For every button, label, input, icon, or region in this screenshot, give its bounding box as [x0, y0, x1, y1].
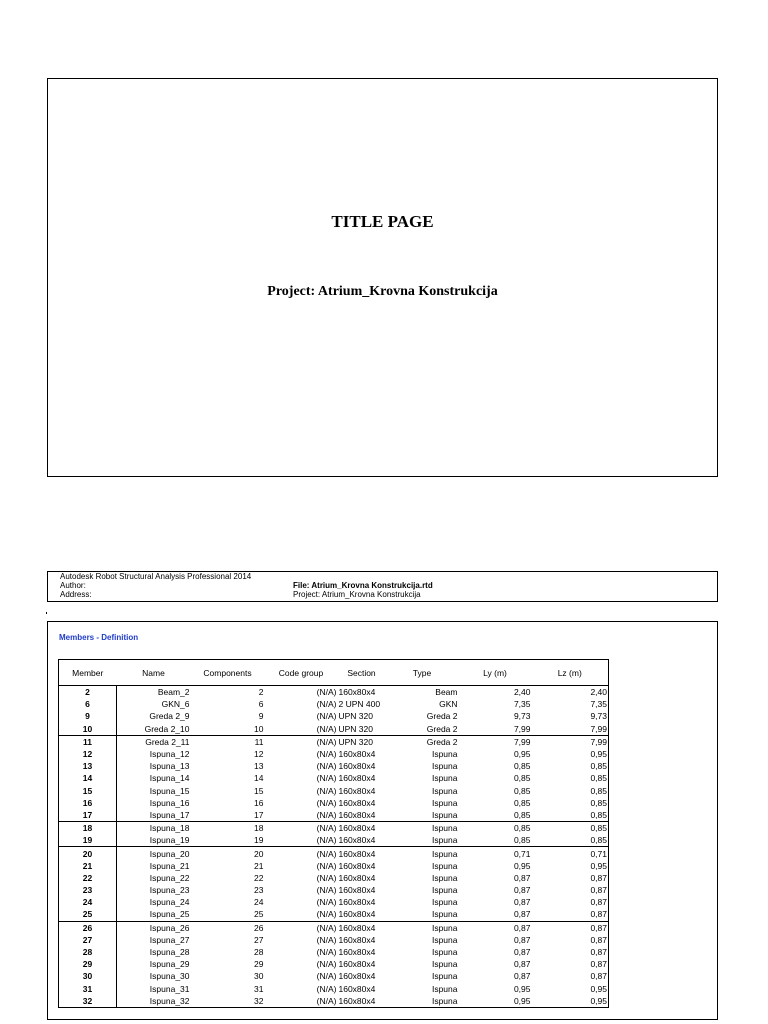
report-header — [47, 571, 718, 602]
section-title: Members - Definition — [59, 633, 139, 642]
cell-member: 18 — [59, 822, 117, 835]
cell-components: 25 — [254, 909, 264, 920]
cell-name: Ispuna_27 — [149, 934, 190, 945]
cell-type: Ispuna — [431, 934, 458, 945]
cell-lz: 0,71 — [532, 847, 609, 860]
cell-name: Ispuna_30 — [149, 971, 190, 982]
cell-member: 22 — [59, 872, 117, 884]
table-row — [59, 735, 609, 748]
cell-member: 30 — [59, 970, 117, 982]
cell-ly: 0,87 — [513, 885, 531, 896]
cell-ly: 0,87 — [513, 909, 531, 920]
cell-components: 29 — [254, 959, 264, 970]
cell-section: 160x80x4 — [338, 934, 376, 945]
cell-member: 28 — [59, 946, 117, 958]
cell-section: 160x80x4 — [338, 909, 376, 920]
cell-code-group: (N/A) — [316, 934, 337, 945]
software-name: Autodesk Robot Structural Analysis Professional 2014 — [60, 572, 252, 581]
cell-ly: 0,95 — [513, 749, 531, 760]
col-header-type: Type — [386, 660, 459, 686]
table-row — [59, 847, 609, 860]
cell-section: 160x80x4 — [338, 921, 386, 934]
cell-type: Greda 2 — [386, 735, 459, 748]
cell-section: 160x80x4 — [338, 809, 376, 820]
cell-components: 19 — [254, 835, 264, 846]
cell-name: Ispuna_23 — [149, 885, 190, 896]
cell-ly: 0,87 — [513, 897, 531, 908]
cell-section: UPN 320 — [338, 711, 373, 722]
cell-type: GKN — [439, 699, 458, 710]
cell-lz: 7,99 — [590, 723, 607, 734]
table-row — [59, 686, 609, 699]
cell-section: 160x80x4 — [338, 773, 376, 784]
cell-components: 16 — [254, 797, 264, 808]
header-project: Project: Atrium_Krovna Konstrukcija — [293, 590, 421, 599]
cell-code-group: (N/A) — [316, 885, 337, 896]
table-row — [59, 710, 609, 722]
cell-name: Ispuna_15 — [149, 785, 190, 796]
table-row — [59, 884, 609, 896]
cell-lz: 0,85 — [590, 785, 607, 796]
cell-lz: 0,95 — [590, 995, 607, 1006]
cell-name: Ispuna_20 — [117, 847, 191, 860]
cell-components: 11 — [191, 735, 265, 748]
cell-name: Ispuna_13 — [149, 761, 190, 772]
cell-lz: 0,87 — [590, 885, 607, 896]
cell-section: 160x80x4 — [338, 785, 376, 796]
cell-code-group: (N/A) — [316, 749, 337, 760]
cell-section: 160x80x4 — [338, 860, 376, 871]
cell-components: 10 — [254, 723, 264, 734]
cell-lz: 2,40 — [590, 687, 607, 698]
cell-section: 2 UPN 400 — [338, 699, 381, 710]
table-row — [59, 983, 609, 995]
cell-section: 160x80x4 — [338, 749, 376, 760]
cell-member: 21 — [59, 860, 117, 872]
page-mark — [46, 612, 47, 614]
cell-code-group: (N/A) — [316, 959, 337, 970]
cell-lz: 0,85 — [532, 822, 609, 835]
cell-ly: 0,87 — [513, 872, 531, 883]
cell-member: 24 — [59, 896, 117, 908]
table-row — [59, 896, 609, 908]
cell-ly: 0,85 — [513, 785, 531, 796]
cell-components: 14 — [254, 773, 264, 784]
title-page-frame — [47, 78, 718, 477]
cell-ly: 0,85 — [459, 822, 532, 835]
cell-lz: 0,87 — [532, 921, 609, 934]
cell-components: 26 — [191, 921, 265, 934]
cell-code-group: (N/A) — [316, 995, 337, 1006]
cell-section: 160x80x4 — [338, 687, 376, 698]
cell-lz: 0,87 — [590, 947, 607, 958]
cell-name: Ispuna_19 — [149, 835, 190, 846]
cell-type: Ispuna — [431, 835, 458, 846]
cell-name: Greda 2_10 — [144, 723, 190, 734]
cell-ly: 0,85 — [513, 773, 531, 784]
cell-member: 17 — [59, 809, 117, 822]
col-header-lz: Lz (m) — [532, 660, 609, 686]
cell-type: Greda 2 — [426, 711, 458, 722]
cell-code-group: (N/A) — [316, 860, 337, 871]
col-header-ly: Ly (m) — [459, 660, 532, 686]
cell-lz: 0,85 — [590, 835, 607, 846]
col-header-member: Member — [59, 660, 117, 686]
cell-section: 160x80x4 — [338, 797, 376, 808]
cell-section: 160x80x4 — [338, 959, 376, 970]
cell-section: 160x80x4 — [338, 947, 376, 958]
cell-member: 32 — [59, 995, 117, 1008]
cell-type: Ispuna — [431, 971, 458, 982]
cell-lz: 0,85 — [590, 809, 607, 820]
cell-section: 160x80x4 — [338, 822, 386, 835]
table-row — [59, 908, 609, 921]
cell-ly: 0,95 — [513, 860, 531, 871]
cell-type: Beam — [435, 687, 458, 698]
cell-lz: 0,95 — [590, 983, 607, 994]
cell-name: Greda 2_9 — [149, 711, 190, 722]
cell-member: 23 — [59, 884, 117, 896]
cell-code-group: (N/A) — [316, 699, 337, 710]
cell-code-group: (N/A) — [316, 947, 337, 958]
cell-member: 26 — [59, 921, 117, 934]
cell-type: Ispuna — [431, 809, 458, 820]
cell-name: Ispuna_22 — [149, 872, 190, 883]
cell-components: 2 — [258, 687, 264, 698]
cell-code-group: (N/A) — [265, 822, 338, 835]
cell-components: 9 — [258, 711, 264, 722]
cell-name: Greda 2_11 — [117, 735, 191, 748]
table-row — [59, 809, 609, 822]
cell-components: 18 — [191, 822, 265, 835]
cell-components: 13 — [254, 761, 264, 772]
cell-type: Ispuna — [386, 822, 459, 835]
cell-member: 14 — [59, 772, 117, 784]
cell-section: 160x80x4 — [338, 872, 376, 883]
table-row — [59, 698, 609, 710]
cell-ly: 0,85 — [513, 809, 531, 820]
cell-member: 11 — [59, 735, 117, 748]
cell-name: GKN_6 — [161, 699, 190, 710]
cell-components: 23 — [254, 885, 264, 896]
table-row — [59, 772, 609, 784]
cell-member: 29 — [59, 958, 117, 970]
cell-section: 160x80x4 — [338, 971, 376, 982]
cell-code-group: (N/A) — [316, 835, 337, 846]
cell-member: 15 — [59, 785, 117, 797]
cell-lz: 0,85 — [590, 797, 607, 808]
cell-name: Ispuna_25 — [149, 909, 190, 920]
cell-code-group: (N/A) — [316, 909, 337, 920]
table-row — [59, 934, 609, 946]
cell-type: Ispuna — [431, 897, 458, 908]
cell-type: Ispuna — [431, 909, 458, 920]
cell-type: Ispuna — [431, 785, 458, 796]
table-row — [59, 921, 609, 934]
cell-components: 31 — [254, 983, 264, 994]
cell-member: 13 — [59, 760, 117, 772]
cell-ly: 0,95 — [513, 995, 531, 1006]
cell-code-group: (N/A) — [316, 872, 337, 883]
cell-name: Ispuna_14 — [149, 773, 190, 784]
cell-section: UPN 320 — [338, 735, 386, 748]
cell-code-group: (N/A) — [316, 797, 337, 808]
cell-member: 25 — [59, 908, 117, 921]
title-page-heading: TITLE PAGE — [331, 212, 434, 231]
cell-ly: 0,85 — [513, 835, 531, 846]
col-header-code-group: Code group — [265, 660, 338, 686]
cell-type: Ispuna — [431, 947, 458, 958]
cell-ly: 0,87 — [513, 947, 531, 958]
cell-components: 17 — [254, 809, 264, 820]
cell-section: UPN 320 — [338, 723, 373, 734]
cell-components: 30 — [254, 971, 264, 982]
col-header-components: Components — [191, 660, 265, 686]
cell-ly: 0,87 — [513, 971, 531, 982]
cell-section: 160x80x4 — [338, 885, 376, 896]
cell-components: 22 — [254, 872, 264, 883]
cell-name: Ispuna_32 — [149, 995, 190, 1006]
cell-name: Ispuna_16 — [149, 797, 190, 808]
table-row — [59, 995, 609, 1008]
cell-code-group: (N/A) — [316, 983, 337, 994]
cell-type: Ispuna — [431, 872, 458, 883]
table-row — [59, 970, 609, 982]
cell-type: Ispuna — [386, 847, 459, 860]
cell-type: Greda 2 — [426, 723, 458, 734]
cell-code-group: (N/A) — [316, 687, 337, 698]
cell-lz: 7,35 — [590, 699, 607, 710]
cell-lz: 0,85 — [590, 761, 607, 772]
cell-components: 15 — [254, 785, 264, 796]
table-row — [59, 946, 609, 958]
table-row — [59, 785, 609, 797]
cell-type: Ispuna — [431, 860, 458, 871]
cell-type: Ispuna — [431, 983, 458, 994]
cell-lz: 0,95 — [590, 860, 607, 871]
cell-code-group: (N/A) — [316, 761, 337, 772]
cell-ly: 9,73 — [513, 711, 531, 722]
cell-lz: 0,95 — [590, 749, 607, 760]
cell-code-group: (N/A) — [265, 847, 338, 860]
cell-components: 21 — [254, 860, 264, 871]
cell-member: 20 — [59, 847, 117, 860]
cell-lz: 0,87 — [590, 909, 607, 920]
table-header-row — [59, 660, 609, 686]
cell-code-group: (N/A) — [265, 735, 338, 748]
cell-type: Ispuna — [431, 885, 458, 896]
author-label: Author: — [60, 581, 86, 590]
cell-section: 160x80x4 — [338, 835, 376, 846]
table-row — [59, 872, 609, 884]
cell-code-group: (N/A) — [316, 809, 337, 820]
table-row — [59, 834, 609, 847]
cell-member: 6 — [59, 698, 117, 710]
address-label: Address: — [60, 590, 92, 599]
cell-ly: 0,85 — [513, 761, 531, 772]
cell-components: 6 — [258, 699, 264, 710]
cell-member: 19 — [59, 834, 117, 847]
cell-type: Ispuna — [431, 959, 458, 970]
cell-code-group: (N/A) — [316, 785, 337, 796]
cell-ly: 0,85 — [513, 797, 531, 808]
cell-ly: 7,99 — [459, 735, 532, 748]
cell-components: 32 — [254, 995, 264, 1006]
cell-lz: 0,85 — [590, 773, 607, 784]
cell-components: 28 — [254, 947, 264, 958]
title-page-project: Project: Atrium_Krovna Konstrukcija — [267, 284, 498, 299]
cell-components: 24 — [254, 897, 264, 908]
cell-member: 2 — [59, 686, 117, 699]
cell-lz: 7,99 — [532, 735, 609, 748]
cell-ly: 0,95 — [513, 983, 531, 994]
cell-section: 160x80x4 — [338, 847, 386, 860]
cell-name: Ispuna_21 — [149, 860, 190, 871]
cell-member: 16 — [59, 797, 117, 809]
cell-type: Ispuna — [431, 797, 458, 808]
cell-name: Ispuna_17 — [149, 809, 190, 820]
cell-components: 27 — [254, 934, 264, 945]
cell-lz: 0,87 — [590, 872, 607, 883]
cell-name: Ispuna_26 — [117, 921, 191, 934]
cell-section: 160x80x4 — [338, 897, 376, 908]
cell-section: 160x80x4 — [338, 983, 376, 994]
cell-name: Ispuna_28 — [149, 947, 190, 958]
cell-components: 12 — [254, 749, 264, 760]
cell-code-group: (N/A) — [316, 773, 337, 784]
cell-ly: 0,71 — [459, 847, 532, 860]
cell-ly: 0,87 — [459, 921, 532, 934]
cell-member: 10 — [59, 723, 117, 736]
cell-name: Ispuna_31 — [149, 983, 190, 994]
table-row — [59, 797, 609, 809]
cell-member: 31 — [59, 983, 117, 995]
cell-code-group: (N/A) — [316, 897, 337, 908]
cell-lz: 0,87 — [590, 959, 607, 970]
cell-type: Ispuna — [431, 749, 458, 760]
cell-type: Ispuna — [431, 995, 458, 1006]
cell-name: Ispuna_12 — [149, 749, 190, 760]
cell-lz: 0,87 — [590, 971, 607, 982]
table-row — [59, 860, 609, 872]
cell-name: Ispuna_24 — [149, 897, 190, 908]
cell-ly: 2,40 — [513, 687, 531, 698]
cell-name: Beam_2 — [157, 687, 190, 698]
cell-section: 160x80x4 — [338, 761, 376, 772]
table-row — [59, 760, 609, 772]
members-table — [58, 659, 609, 1008]
cell-lz: 0,87 — [590, 934, 607, 945]
cell-code-group: (N/A) — [316, 971, 337, 982]
cell-lz: 0,87 — [590, 897, 607, 908]
cell-components: 20 — [191, 847, 265, 860]
cell-code-group: (N/A) — [316, 711, 337, 722]
cell-section: 160x80x4 — [338, 995, 376, 1006]
cell-type: Ispuna — [431, 773, 458, 784]
cell-lz: 9,73 — [590, 711, 607, 722]
col-header-section: Section — [338, 660, 386, 686]
cell-name: Ispuna_29 — [149, 959, 190, 970]
table-row — [59, 822, 609, 835]
cell-name: Ispuna_18 — [117, 822, 191, 835]
table-row — [59, 748, 609, 760]
cell-code-group: (N/A) — [265, 921, 338, 934]
cell-ly: 0,87 — [513, 959, 531, 970]
cell-member: 9 — [59, 710, 117, 722]
cell-type: Ispuna — [431, 761, 458, 772]
cell-type: Ispuna — [386, 921, 459, 934]
table-row — [59, 958, 609, 970]
cell-member: 12 — [59, 748, 117, 760]
col-header-name: Name — [117, 660, 191, 686]
cell-member: 27 — [59, 934, 117, 946]
cell-ly: 7,99 — [513, 723, 531, 734]
cell-ly: 0,87 — [513, 934, 531, 945]
cell-ly: 7,35 — [513, 699, 531, 710]
cell-code-group: (N/A) — [316, 723, 337, 734]
file-name: File: Atrium_Krovna Konstrukcija.rtd — [293, 581, 433, 590]
table-row — [59, 723, 609, 736]
